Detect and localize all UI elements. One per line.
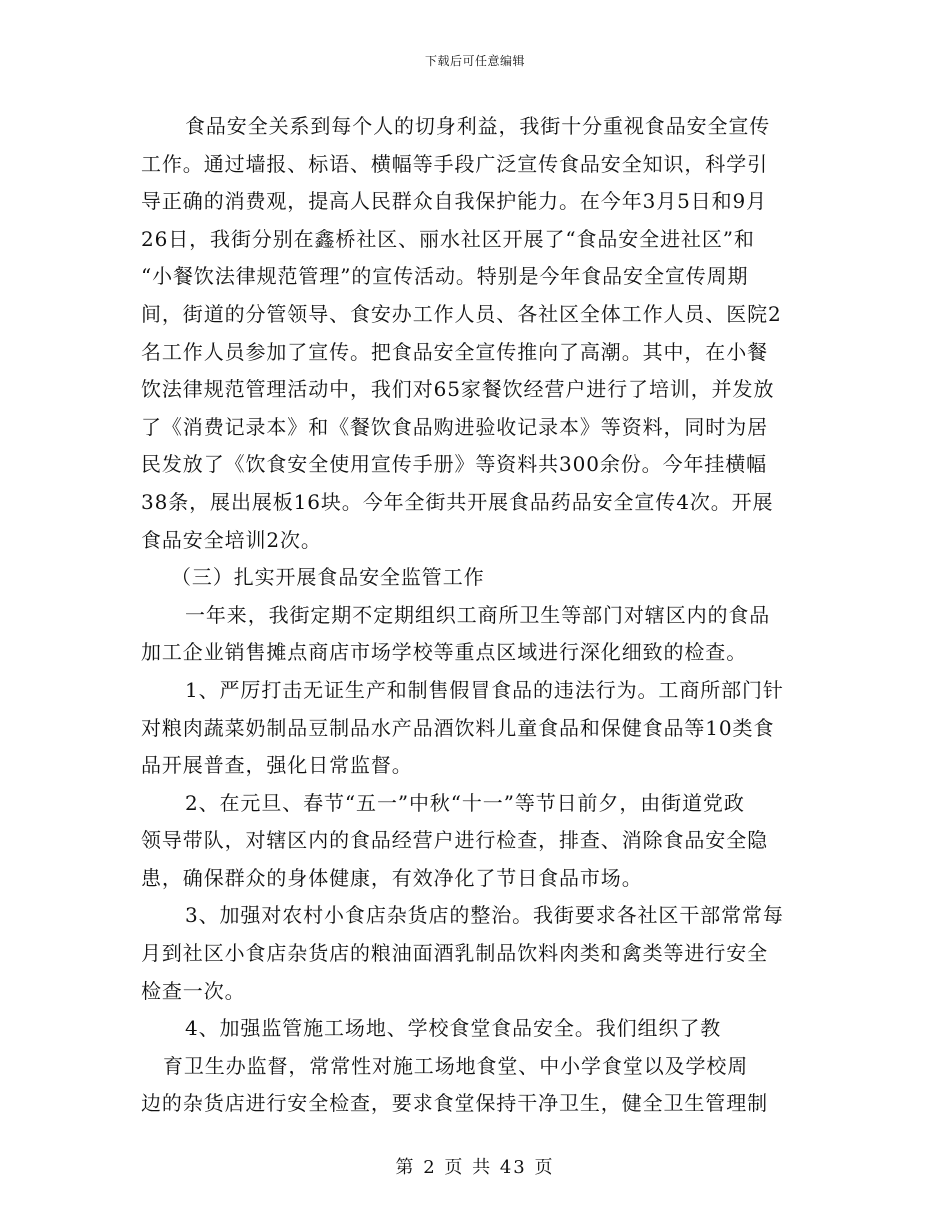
paragraph-line: 38条，展出展板16块。今年全街共开展食品药品安全宣传4次。开展 (141, 489, 774, 514)
paragraph-line: 饮法律规范管理活动中，我们对65家餐饮经营户进行了培训，并发放 (141, 377, 775, 402)
paragraph-line: 了《消费记录本》和《餐饮食品购进验收记录本》等资料，同时为居 (141, 414, 768, 439)
paragraph-line: 患，确保群众的身体健康，有效净化了节日食品市场。 (141, 865, 643, 890)
paragraph-line: 食品安全关系到每个人的切身利益，我街十分重视食品安全宣传 (185, 114, 771, 138)
paragraph-line: 导正确的消费观，提高人民群众自我保护能力。在今年3月5日和9月 (141, 189, 768, 214)
list-item-line: 1、严厉打击无证生产和制售假冒食品的违法行为。工商所部门针 (185, 677, 784, 702)
paragraph-line: “小餐饮法律规范管理”的宣传活动。特别是今年食品安全宣传周期 (141, 264, 749, 289)
paragraph-line: 边的杂货店进行安全检查，要求食堂保持干净卫生，健全卫生管理制 (141, 1091, 768, 1116)
paragraph-line: 一年来，我街定期不定期组织工商所卫生等部门对辖区内的食品 (185, 602, 771, 627)
paragraph-line: 育卫生办监督，常常性对施工场地食堂、中小学食堂以及学校周 (163, 1053, 749, 1078)
list-item-line: 3、加强对农村小食店杂货店的整治。我街要求各社区干部常常每 (185, 903, 784, 928)
paragraph-line: 食品安全培训2次。 (141, 527, 322, 552)
page-number: 第 2 页 共 43 页 (395, 1157, 555, 1178)
paragraph-line: 品开展普查，强化日常监督。 (141, 753, 413, 778)
section-heading: （三）扎实开展食品安全监管工作 (171, 565, 485, 590)
paragraph-line: 名工作人员参加了宣传。把食品安全宣传推向了高潮。其中，在小餐 (141, 339, 768, 364)
list-item-line: 4、加强监管施工场地、学校食堂食品安全。我们组织了教 (185, 1016, 722, 1041)
paragraph-line: 民发放了《饮食安全使用宣传手册》等资料共300余份。今年挂横幅 (141, 452, 768, 477)
page-header-note: 下载后可任意编辑 (424, 54, 525, 68)
list-item-line: 2、在元旦、春节“五一”中秋“十一”等节日前夕，由街道党政 (185, 790, 745, 815)
paragraph-line: 月到社区小食店杂货店的粮油面酒乳制品饮料肉类和禽类等进行安全 (141, 941, 768, 966)
paragraph-line: 间，街道的分管领导、食安办工作人员、各社区全体工作人员、医院2 (141, 301, 782, 326)
paragraph-line: 工作。通过墙报、标语、横幅等手段广泛宣传食品安全知识，科学引 (141, 151, 768, 176)
paragraph-line: 检查一次。 (141, 978, 246, 1003)
paragraph-line: 26日，我街分别在鑫桥社区、丽水社区开展了“食品安全进社区”和 (141, 226, 755, 251)
paragraph-line: 加工企业销售摊点商店市场学校等重点区域进行深化细致的检查。 (141, 640, 748, 665)
document-body (141, 108, 811, 1123)
paragraph-line: 领导带队，对辖区内的食品经营户进行检查，排查、消除食品安全隐 (141, 828, 768, 853)
paragraph-line: 对粮肉蔬菜奶制品豆制品水产品酒饮料儿童食品和保健食品等10类食 (141, 715, 775, 740)
